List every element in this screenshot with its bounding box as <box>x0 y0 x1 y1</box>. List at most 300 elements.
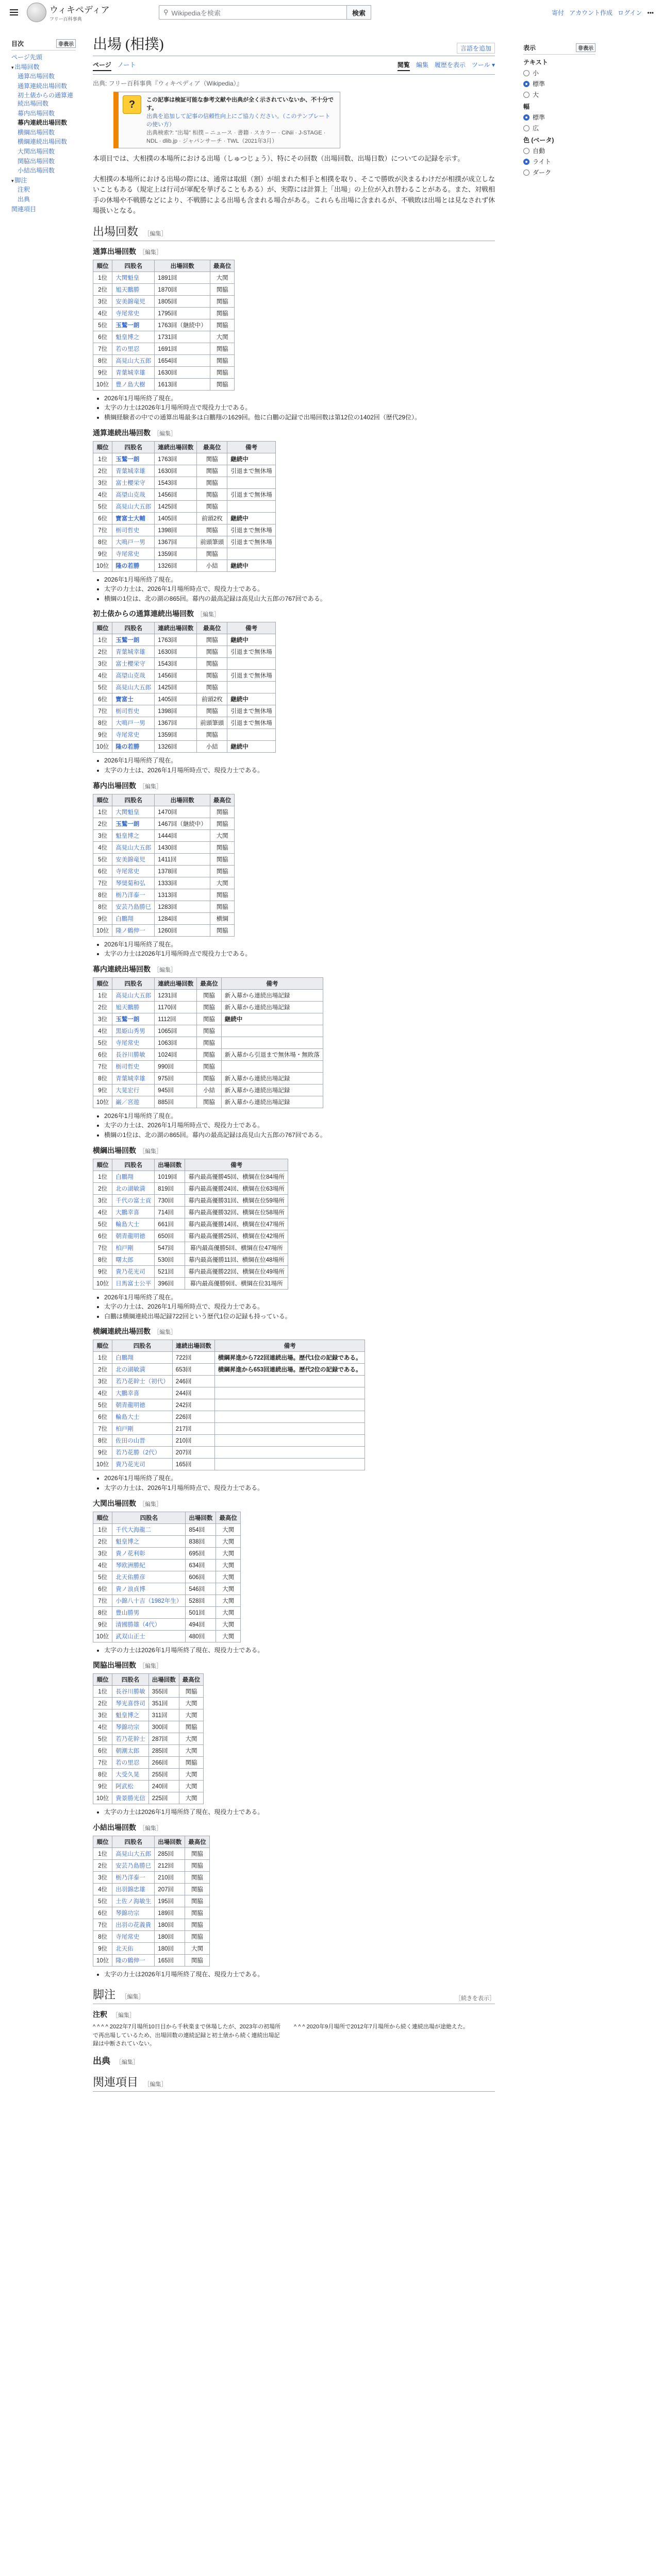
table-cell[interactable]: 安芸乃島勝巳 <box>112 1859 155 1871</box>
table-cell: 5位 <box>93 853 112 865</box>
table-cell: 10位 <box>93 741 112 753</box>
table-cell[interactable]: 大鳴戸一男 <box>112 536 155 548</box>
tab-1[interactable]: ノート <box>117 61 136 69</box>
table-cell[interactable]: 輪島大士 <box>112 1218 155 1230</box>
table-cell[interactable]: 青葉城幸雄 <box>112 646 155 658</box>
table-cell: 1283回 <box>155 901 210 912</box>
table-cell: 幕内最高優勝14回、横綱在位47場所 <box>185 1218 288 1230</box>
table-row <box>93 1547 241 1559</box>
table-cell: 引退まで無休場 <box>227 705 276 717</box>
table-cell[interactable]: 高見山大五郎 <box>112 841 155 853</box>
toc-item[interactable] <box>11 148 76 156</box>
table-cell[interactable]: 大関魁皇 <box>112 806 155 818</box>
table-cell: 新入幕から連続出場記録 <box>221 1001 323 1013</box>
table-cell <box>214 1399 365 1411</box>
table-row <box>93 1194 288 1206</box>
column-header: 四股名 <box>112 977 155 989</box>
column-header: 最高位 <box>197 622 227 634</box>
table-cell: 関脇 <box>185 1895 210 1907</box>
table-cell[interactable]: 長谷川勝敏 <box>112 1048 155 1060</box>
table-cell: 関脇 <box>197 1013 222 1025</box>
edit-link[interactable]: ［編集］ <box>154 430 176 437</box>
radio-icon[interactable] <box>523 92 529 98</box>
table-cell[interactable]: 青葉城幸雄 <box>112 366 155 378</box>
table-cell[interactable]: 高見山大五郎 <box>112 989 155 1001</box>
edit-link[interactable]: ［編集］ <box>197 612 220 618</box>
table-cell: 6位 <box>93 1230 112 1242</box>
toc-sidebar <box>11 39 76 215</box>
table-cell[interactable]: 玉鷲一朗 <box>112 818 155 829</box>
table-row <box>93 1459 365 1470</box>
table-title: 幕内連続出場回数 <box>93 964 151 973</box>
table-cell: 8位 <box>93 1072 112 1084</box>
table-row <box>93 841 235 853</box>
table-cell[interactable]: 武双山正士 <box>112 1630 186 1642</box>
table-notes <box>93 1646 495 1655</box>
table-cell: 165回 <box>172 1459 214 1470</box>
tab-right-1[interactable]: 編集 <box>416 61 428 69</box>
table-cell: 1024回 <box>155 1048 197 1060</box>
table-cell: 6位 <box>93 512 112 524</box>
table-cell[interactable]: 玉鷲一朗 <box>112 319 155 331</box>
edit-link[interactable]: ［編集］ <box>144 2081 167 2088</box>
table-cell: 210回 <box>172 1435 214 1447</box>
table-cell[interactable]: 高見山大五郎 <box>112 1848 155 1859</box>
table-cell[interactable]: 玉鷲一朗 <box>112 634 155 646</box>
menu-icon[interactable] <box>8 7 20 18</box>
radio-label: 大 <box>533 91 539 98</box>
table-cell[interactable]: 魁皇博之 <box>112 1535 186 1547</box>
column-header: 出場回数 <box>155 260 210 272</box>
table-cell: 1543回 <box>155 477 197 488</box>
table-cell: 1019回 <box>155 1171 185 1182</box>
radio-option[interactable] <box>523 79 595 88</box>
section-heading-footnotes: 脚注 ［編集］ ［続きを表示］ <box>93 1986 495 2004</box>
table-cell <box>214 1435 365 1447</box>
table-cell[interactable]: 柏戸剛 <box>112 1423 173 1435</box>
table-cell: 4位 <box>93 1206 112 1218</box>
table-cell: 引退まで無休場 <box>227 488 276 500</box>
table-row <box>93 1895 210 1907</box>
toc-item[interactable] <box>11 186 76 194</box>
toc-hide-button[interactable]: 非表示 <box>56 39 76 48</box>
note-item: • 太字の力士は、2026年1月場所時点で、現役力士である。 <box>104 766 495 775</box>
table-cell[interactable]: 若乃花勝（2代） <box>112 1447 173 1459</box>
radio-option[interactable] <box>523 113 595 122</box>
table-cell[interactable]: 大受久晃 <box>112 1769 149 1781</box>
table-notes <box>93 1473 495 1493</box>
table-cell[interactable]: 貴ノ浪貞博 <box>112 1583 186 1595</box>
table-cell: 関脇 <box>210 818 235 829</box>
table-cell: 4位 <box>93 1721 112 1733</box>
table-cell[interactable]: 北天佑勝彦 <box>112 1571 186 1583</box>
table-cell: 351回 <box>148 1698 179 1709</box>
table-cell[interactable]: 若の里忍 <box>112 1757 149 1769</box>
search-button[interactable]: 検索 <box>347 5 371 20</box>
table-cell[interactable]: 北の湖敏満 <box>112 1182 155 1194</box>
table-cell[interactable]: 若の里忍 <box>112 343 155 354</box>
table-cell[interactable]: 大鵬幸喜 <box>112 1387 173 1399</box>
table-cell <box>227 658 276 670</box>
table-cell[interactable]: 栃乃洋泰一 <box>112 1871 155 1883</box>
column-header: 順位 <box>93 794 112 806</box>
table-row <box>93 1435 365 1447</box>
table-cell[interactable]: 栃司哲史 <box>112 524 155 536</box>
radio-option[interactable] <box>523 90 595 99</box>
table-cell: 8位 <box>93 1769 112 1781</box>
show-more-link[interactable]: ［続きを表示］ <box>455 1995 495 2002</box>
table-cell: 5位 <box>93 682 112 693</box>
table-cell: 幕内最高優勝5回、横綱在位47場所 <box>185 1242 288 1253</box>
table-cell: 2位 <box>93 646 112 658</box>
table-cell[interactable]: 千代大海龍二 <box>112 1523 186 1535</box>
table-cell: 継続中 <box>227 693 276 705</box>
table-cell[interactable]: 白鵬翔 <box>112 1171 155 1182</box>
table-cell: 3位 <box>93 1709 112 1721</box>
table-cell[interactable]: 阿武松 <box>112 1781 149 1792</box>
table-row <box>93 729 276 741</box>
user-link[interactable]: 寄付 <box>552 9 565 16</box>
table-cell[interactable]: 黒姫山秀男 <box>112 1025 155 1037</box>
edit-link[interactable]: ［編集］ <box>139 1825 162 1832</box>
table-cell[interactable]: 長谷川勝敏 <box>112 1686 149 1698</box>
table-cell: 引退まで無休場 <box>227 524 276 536</box>
edit-link[interactable]: ［編集］ <box>144 230 167 237</box>
table-cell: 210回 <box>155 1871 185 1883</box>
table-cell[interactable]: 栃司哲史 <box>112 705 155 717</box>
table-cell[interactable]: 土佐ノ海敏生 <box>112 1895 155 1907</box>
table-cell: 1763回 <box>155 453 197 465</box>
table-cell[interactable]: 大関魁皇 <box>112 272 155 283</box>
radio-icon[interactable] <box>523 70 529 76</box>
table-cell[interactable]: 富士櫻栄守 <box>112 477 155 488</box>
table-cell[interactable]: 栃司哲史 <box>112 1060 155 1072</box>
toc-item-label: 小結出場回数 <box>18 167 55 175</box>
toc-item[interactable] <box>11 177 76 185</box>
notice-text[interactable]: 出典を追加して記事の信頼性向上にご協力ください。（このテンプレートの使い方） <box>146 113 330 128</box>
ranking-table <box>93 1673 204 1804</box>
search-icon: ⚲ <box>163 8 169 16</box>
radio-icon[interactable] <box>523 114 529 121</box>
table-cell[interactable]: 魁皇博之 <box>112 1709 149 1721</box>
table-title: 初土俵からの通算連続出場回数 <box>93 609 194 618</box>
radio-icon[interactable] <box>523 148 529 154</box>
radio-icon[interactable] <box>523 170 529 176</box>
table-cell: 1063回 <box>155 1037 197 1048</box>
table-cell[interactable]: 琴錦功宗 <box>112 1907 155 1919</box>
table-cell: 10位 <box>93 1096 112 1108</box>
table-row <box>93 1698 204 1709</box>
table-cell: 3位 <box>93 1547 112 1559</box>
table-cell: 1405回 <box>155 693 197 705</box>
table-heading <box>93 246 495 257</box>
table-cell[interactable]: 隆の若勝 <box>112 560 155 571</box>
table-cell: 546回 <box>186 1583 216 1595</box>
edit-link[interactable]: ［編集］ <box>115 2059 139 2065</box>
edit-link[interactable]: ［編集］ <box>154 1329 176 1336</box>
table-cell: 285回 <box>155 1848 185 1859</box>
table-cell: 480回 <box>186 1630 216 1642</box>
table-cell[interactable]: 青葉城幸雄 <box>112 1072 155 1084</box>
tab-right-0[interactable]: 閲覧 <box>398 60 410 71</box>
radio-option[interactable] <box>523 124 595 132</box>
table-cell: 関脇 <box>197 705 227 717</box>
tab-right-3[interactable]: ツール ▾ <box>471 61 495 69</box>
table-cell[interactable]: 琴奨菊和弘 <box>112 877 155 889</box>
table-row <box>93 1769 204 1781</box>
user-link[interactable]: アカウント作成 <box>569 9 613 16</box>
section-heading-related: 関連項目 ［編集］ <box>93 2074 495 2092</box>
table-cell[interactable]: 若乃花幹士（初代） <box>112 1376 173 1387</box>
table-cell[interactable]: 巌／宮遊 <box>112 1096 155 1108</box>
table-cell[interactable]: 大晃宏行 <box>112 1084 155 1096</box>
edit-link[interactable]: ［編集］ <box>139 1148 162 1155</box>
table-cell: 幕内最高優勝11回、横綱在位48場所 <box>185 1253 288 1265</box>
table-cell[interactable]: 寺尾常史 <box>112 1037 155 1048</box>
table-row <box>93 378 235 390</box>
table-cell: 975回 <box>155 1072 197 1084</box>
column-header: 最高位 <box>210 794 235 806</box>
table-title: 小結出場回数 <box>93 1823 136 1832</box>
table-cell[interactable]: 玉鷲一朗 <box>112 453 155 465</box>
width-title: 幅 <box>523 103 530 110</box>
ranking-table <box>93 622 276 753</box>
table-cell: 前頭筆頭 <box>197 536 227 548</box>
table-cell: 関脇 <box>197 1037 222 1048</box>
edit-link[interactable]: ［編集］ <box>121 1994 144 2001</box>
radio-option[interactable] <box>523 168 595 177</box>
edit-link[interactable]: ［編集］ <box>112 2012 135 2019</box>
table-cell: 4位 <box>93 1387 112 1399</box>
search-input[interactable] <box>159 5 347 20</box>
table-cell[interactable]: 寺尾常史 <box>112 729 155 741</box>
table-cell: 1630回 <box>155 646 197 658</box>
table-cell: 1位 <box>93 1352 112 1364</box>
tab-right-2[interactable]: 履歴を表示 <box>434 61 466 69</box>
table-cell[interactable]: 曙太郎 <box>112 1253 155 1265</box>
table-cell: 継続中 <box>227 741 276 753</box>
table-cell: 661回 <box>155 1218 185 1230</box>
table-cell: 幕内最高優勝45回、横綱在位84場所 <box>185 1171 288 1182</box>
caret-down-icon[interactable]: ▾ <box>11 178 14 183</box>
table-cell[interactable]: 隆の若勝 <box>112 741 155 753</box>
table-cell[interactable]: 若乃花幹士 <box>112 1733 149 1745</box>
toc-item[interactable] <box>11 129 76 137</box>
table-cell: 関脇 <box>197 1072 222 1084</box>
table-cell[interactable]: 貴景勝光信 <box>112 1792 149 1804</box>
wikipedia-logo[interactable] <box>27 3 110 22</box>
table-cell[interactable]: 寶富士 <box>112 693 155 705</box>
tabs-right <box>398 60 495 71</box>
caret-down-icon[interactable]: ▾ <box>11 64 14 70</box>
column-header: 備考 <box>214 1340 365 1352</box>
table-row <box>93 1733 204 1745</box>
radio-icon[interactable] <box>523 125 529 131</box>
edit-link[interactable]: ［編集］ <box>139 1663 162 1670</box>
toc-item[interactable] <box>11 110 76 118</box>
table-cell[interactable]: 北の湖敏満 <box>112 1364 173 1376</box>
table-cell[interactable]: 小錦八十吉（1982年生） <box>112 1595 186 1606</box>
table-cell[interactable]: 高見山大五郎 <box>112 500 155 512</box>
toc-item[interactable] <box>11 196 76 204</box>
radio-option[interactable] <box>523 157 595 166</box>
table-row <box>93 1218 288 1230</box>
table-cell[interactable]: 朝潮太郎 <box>112 1745 149 1757</box>
table-cell[interactable]: 安美錦竜児 <box>112 295 155 307</box>
table-cell: 2位 <box>93 1182 112 1194</box>
toc-item[interactable] <box>11 119 76 127</box>
table-cell[interactable]: 寶富士大輔 <box>112 512 155 524</box>
table-cell[interactable]: 貴乃花光司 <box>112 1265 155 1277</box>
toc-item[interactable] <box>11 54 76 62</box>
table-cell[interactable]: 寺尾常史 <box>112 307 155 319</box>
table-cell[interactable]: 高望山克哉 <box>112 670 155 682</box>
radio-option[interactable] <box>523 146 595 155</box>
table-cell[interactable]: 琴光喜啓司 <box>112 1698 149 1709</box>
table-cell[interactable]: 北天佑 <box>112 1942 155 1954</box>
edit-link[interactable]: ［編集］ <box>139 1501 162 1507</box>
table-cell: 1630回 <box>155 366 210 378</box>
table-row <box>93 1206 288 1218</box>
table-cell[interactable]: 魁皇博之 <box>112 829 155 841</box>
table-row <box>93 1001 323 1013</box>
radio-icon[interactable] <box>523 81 529 87</box>
table-cell[interactable]: 白鵬翔 <box>112 912 155 924</box>
toc-item[interactable] <box>11 167 76 175</box>
table-cell[interactable]: 寺尾常史 <box>112 865 155 877</box>
column-header: 順位 <box>93 1159 112 1171</box>
table-cell[interactable]: 青葉城幸雄 <box>112 465 155 477</box>
table-heading <box>93 608 495 619</box>
table-row <box>93 693 276 705</box>
column-header: 順位 <box>93 1674 112 1686</box>
table-cell[interactable]: 大鵬幸喜 <box>112 1206 155 1218</box>
table-row <box>93 658 276 670</box>
table-cell[interactable]: 日馬富士公平 <box>112 1277 155 1289</box>
table-cell[interactable]: 琴錦功宗 <box>112 1721 149 1733</box>
table-cell: 8位 <box>93 1606 112 1618</box>
toc-item[interactable] <box>11 206 76 214</box>
table-row <box>93 1242 288 1253</box>
table-cell: 1456回 <box>155 488 197 500</box>
table-cell <box>214 1411 365 1423</box>
table-cell: 関脇 <box>197 548 227 560</box>
table-cell[interactable]: 隆の鶴伸一 <box>112 1954 155 1966</box>
table-cell[interactable]: 栃乃洋泰一 <box>112 889 155 901</box>
table-cell: 1367回 <box>155 536 197 548</box>
table-row <box>93 548 276 560</box>
table-cell[interactable]: 高見山大五郎 <box>112 354 155 366</box>
column-header: 出場回数 <box>155 1836 185 1848</box>
column-header: 四股名 <box>112 1674 149 1686</box>
table-cell: 1378回 <box>155 865 210 877</box>
table-cell[interactable]: 豊ノ島大樹 <box>112 378 155 390</box>
table-cell: 722回 <box>172 1352 214 1364</box>
appearance-hide-button[interactable]: 非表示 <box>576 43 595 52</box>
table-cell[interactable]: 白鵬翔 <box>112 1352 173 1364</box>
toc-item-label: 出場回数 <box>14 63 40 71</box>
table-cell[interactable]: 富士櫻栄守 <box>112 658 155 670</box>
radio-icon[interactable] <box>523 159 529 165</box>
user-link[interactable]: ログイン <box>617 9 642 16</box>
toc-item[interactable] <box>11 158 76 166</box>
table-cell: 関脇 <box>210 378 235 390</box>
table-cell: 1805回 <box>155 295 210 307</box>
table-cell[interactable]: 玉鷲一朗 <box>112 1013 155 1025</box>
toc-item-label: 出典 <box>18 195 30 203</box>
edit-link[interactable]: ［編集］ <box>154 967 176 973</box>
table-cell[interactable]: 清國勝雄（4代） <box>112 1618 186 1630</box>
table-cell[interactable]: 大鳴戸一男 <box>112 717 155 729</box>
table-cell[interactable]: 豊山勝男 <box>112 1606 186 1618</box>
table-header-row <box>93 1674 204 1686</box>
table-cell: 関脇 <box>197 670 227 682</box>
table-cell[interactable]: 柏戸剛 <box>112 1242 155 1253</box>
table-cell: 1691回 <box>155 343 210 354</box>
column-header: 四股名 <box>112 441 155 453</box>
toc-item[interactable] <box>11 82 76 91</box>
table-cell: 1398回 <box>155 705 197 717</box>
table-cell[interactable]: 出羽の花義貴 <box>112 1919 155 1930</box>
table-cell[interactable]: 朝青龍明徳 <box>112 1230 155 1242</box>
table-header-row <box>93 441 276 453</box>
table-row <box>93 1618 241 1630</box>
table-cell[interactable]: 千代の富士貢 <box>112 1194 155 1206</box>
table-cell: 9位 <box>93 1781 112 1792</box>
column-header: 備考 <box>185 1159 288 1171</box>
toc-item[interactable] <box>11 92 76 108</box>
edit-link[interactable]: ［編集］ <box>139 783 162 790</box>
table-cell: 355回 <box>148 1686 179 1698</box>
toc-item[interactable] <box>11 138 76 146</box>
table-cell[interactable]: 高望山克哉 <box>112 488 155 500</box>
table-cell[interactable]: 安美錦竜児 <box>112 853 155 865</box>
table-cell[interactable]: 佐田の山晋 <box>112 1435 173 1447</box>
table-cell: 関脇 <box>197 658 227 670</box>
table-cell: 521回 <box>155 1265 185 1277</box>
toc-item[interactable] <box>11 63 76 72</box>
note-item: • 太字の力士は、2026年1月場所時点で、現役力士である。 <box>104 1302 495 1312</box>
table-cell[interactable]: 出羽錦忠雄 <box>112 1883 155 1895</box>
table-cell[interactable]: 寺尾常史 <box>112 1930 155 1942</box>
table-row <box>93 512 276 524</box>
table-cell: 287回 <box>148 1733 179 1745</box>
table-cell[interactable]: 魁皇博之 <box>112 331 155 343</box>
column-header: 連続出場回数 <box>155 977 197 989</box>
table-cell[interactable]: 安芸乃島勝巳 <box>112 901 155 912</box>
table-cell[interactable]: 朝青龍明徳 <box>112 1399 173 1411</box>
table-cell[interactable]: 旭天鵬勝 <box>112 283 155 295</box>
table-cell: 大関 <box>210 829 235 841</box>
table-cell[interactable]: 琴欧洲勝紀 <box>112 1559 186 1571</box>
table-cell[interactable]: 寺尾常史 <box>112 548 155 560</box>
table-cell: 10位 <box>93 1792 112 1804</box>
tab-0[interactable]: ページ <box>93 60 111 71</box>
table-cell[interactable]: 貴乃花光司 <box>112 1459 173 1470</box>
table-cell[interactable]: 隆ノ鶴伸一 <box>112 924 155 936</box>
table-cell[interactable]: 貴ノ花利彰 <box>112 1547 186 1559</box>
edit-link[interactable]: ［編集］ <box>139 249 162 256</box>
add-language-button[interactable]: 言語を追加 <box>457 43 495 54</box>
toc-item[interactable] <box>11 73 76 81</box>
table-cell[interactable]: 旭天鵬勝 <box>112 1001 155 1013</box>
table-cell[interactable]: 高見山大五郎 <box>112 682 155 693</box>
table-cell[interactable]: 輪島大士 <box>112 1411 173 1423</box>
radio-option[interactable] <box>523 69 595 77</box>
user-link[interactable]: ••• <box>647 9 654 16</box>
toc-item-label: ページ先頭 <box>11 54 42 61</box>
table-cell: 幕内最高優勝24回、横綱在位63場所 <box>185 1182 288 1194</box>
